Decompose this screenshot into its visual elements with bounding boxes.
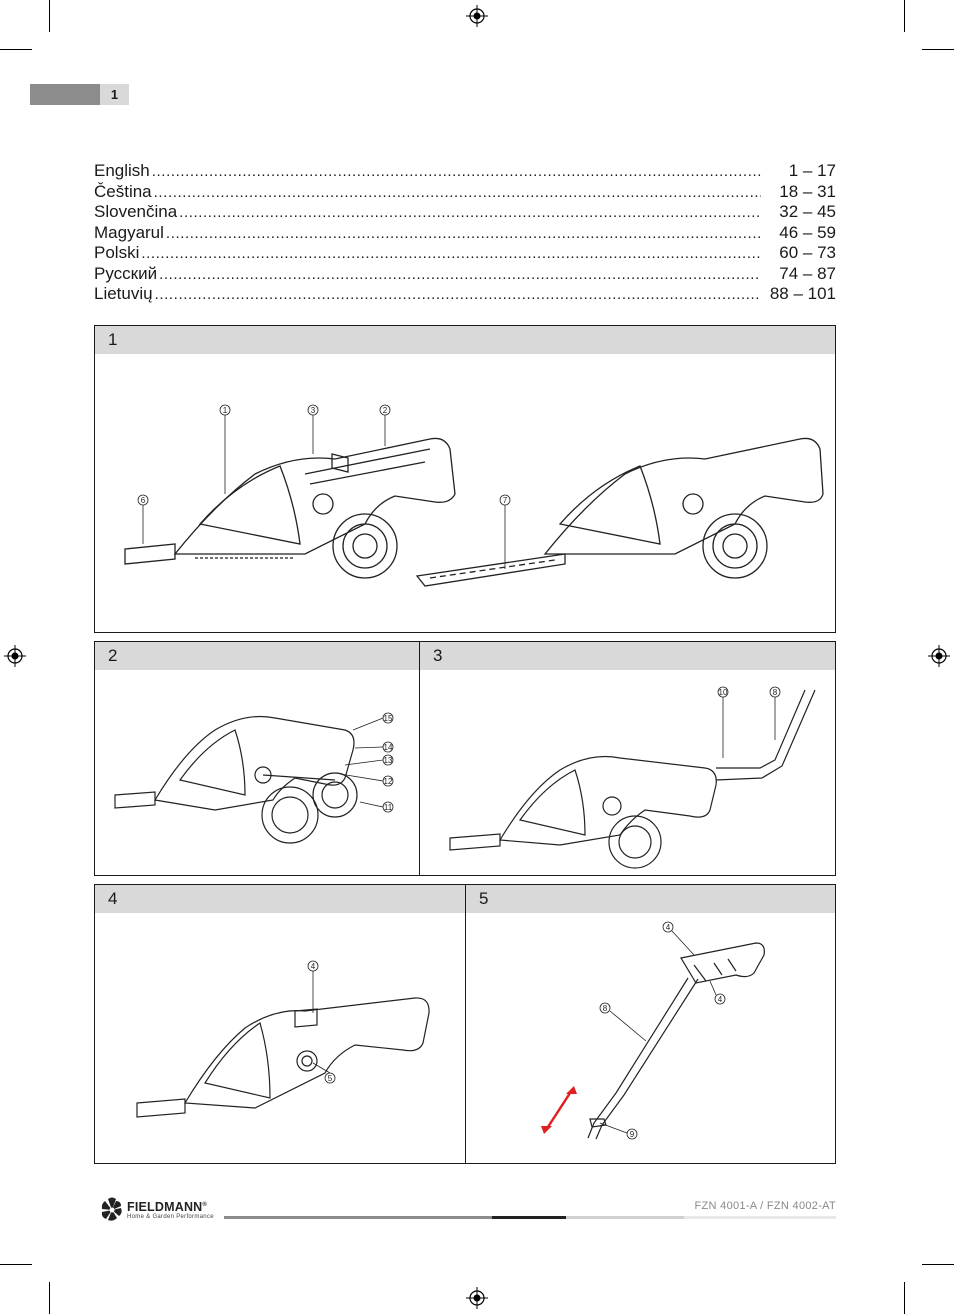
extend-arrow: [546, 1090, 572, 1130]
callout-number: 12: [383, 777, 393, 786]
crop-mark: [904, 0, 905, 32]
registration-mark-icon: [466, 5, 488, 27]
callout-number: 1: [222, 406, 228, 415]
toc-pages: 46 – 59: [779, 222, 836, 242]
registration-mark-icon: [466, 1287, 488, 1309]
crop-mark: [0, 49, 32, 50]
toc-pages: 88 – 101: [769, 284, 836, 303]
callout-number: 5: [327, 1074, 333, 1083]
callout-number: 4: [665, 923, 671, 932]
callout-number: 10: [718, 688, 728, 697]
toc-pages: 18 – 31: [779, 181, 836, 201]
figure-3: [419, 641, 836, 876]
crop-mark: [0, 1264, 32, 1265]
toc-row-english[interactable]: [94, 161, 836, 182]
toc-leader-dots: [159, 265, 761, 286]
toc-row-cestina[interactable]: [94, 182, 836, 203]
toc-leader-dots: [141, 244, 761, 265]
toc-leader-dots: [179, 203, 761, 224]
table-of-contents: [94, 161, 836, 305]
toc-row-magyarul[interactable]: [94, 223, 836, 244]
wheel-attachment-illustration: [95, 670, 419, 875]
toc-language: Čeština: [94, 181, 152, 201]
callout-number: 2: [382, 406, 388, 415]
page-tab-bar: [30, 84, 100, 105]
callout-number: 15: [383, 714, 393, 723]
toc-row-lietuviu[interactable]: [94, 284, 836, 305]
callout-number: 14: [383, 743, 393, 752]
arrow-head-icon: [566, 1086, 577, 1094]
figure-5: [465, 884, 836, 1164]
toc-row-slovencina[interactable]: [94, 202, 836, 223]
toc-pages: 1 – 17: [788, 161, 836, 180]
brand-name: FIELDMANN®: [127, 1200, 208, 1214]
registration-mark-icon: [928, 645, 950, 667]
shear-overview-illustration: [95, 354, 835, 632]
crop-mark: [49, 0, 50, 32]
footer-bar: [492, 1216, 566, 1219]
toc-pages: 32 – 45: [779, 202, 836, 221]
arrow-head-icon: [541, 1126, 552, 1134]
figure-label: 3: [420, 642, 835, 670]
toc-leader-dots: [155, 285, 761, 306]
figure-label: 2: [95, 642, 419, 670]
toc-row-russian[interactable]: [94, 264, 836, 285]
toc-leader-dots: [154, 183, 761, 204]
toc-language: Magyarul: [94, 222, 164, 242]
footer-bar: [566, 1216, 684, 1219]
figure-label: 5: [466, 885, 835, 913]
figure-label: 4: [95, 885, 465, 913]
handle-attachment-illustration: [420, 670, 835, 875]
callout-number: 4: [310, 962, 316, 971]
crop-mark: [922, 1264, 954, 1265]
figure-1: [94, 325, 836, 633]
footer-bar: [224, 1216, 492, 1219]
callout-number: 8: [602, 1004, 608, 1013]
callout-number: 8: [772, 688, 778, 697]
toc-leader-dots: [152, 162, 761, 183]
callout-number: 9: [629, 1130, 635, 1139]
model-number: FZN 4001-A / FZN 4002-AT: [694, 1200, 836, 1212]
brand-tagline: Home & Garden Performance: [127, 1214, 214, 1220]
telescopic-handle-illustration: [466, 913, 835, 1163]
toc-row-polski[interactable]: [94, 243, 836, 264]
figure-2: [94, 641, 420, 876]
figure-4: [94, 884, 466, 1164]
toc-language: Polski: [94, 243, 140, 262]
callout-number: 7: [502, 496, 508, 505]
toc-language: English: [94, 161, 150, 180]
toc-language: Русский: [94, 263, 158, 283]
toc-language: Slovenčina: [94, 202, 178, 221]
toc-pages: 74 – 87: [779, 263, 836, 283]
callout-number: 11: [383, 803, 393, 812]
crop-mark: [904, 1282, 905, 1314]
crop-mark: [49, 1282, 50, 1314]
registration-mark-icon: [4, 645, 26, 667]
toc-pages: 60 – 73: [779, 243, 836, 262]
toc-language: Lietuvių: [94, 284, 153, 303]
toc-leader-dots: [166, 224, 761, 245]
callout-number: 4: [717, 995, 723, 1004]
page-number: 1: [100, 84, 129, 105]
shear-adapter-illustration: [95, 913, 465, 1163]
footer-bar: [684, 1216, 836, 1219]
callout-number: 13: [383, 756, 393, 765]
callout-number: 3: [310, 406, 316, 415]
figure-label: 1: [95, 326, 835, 354]
callout-number: 6: [140, 496, 146, 505]
crop-mark: [922, 49, 954, 50]
